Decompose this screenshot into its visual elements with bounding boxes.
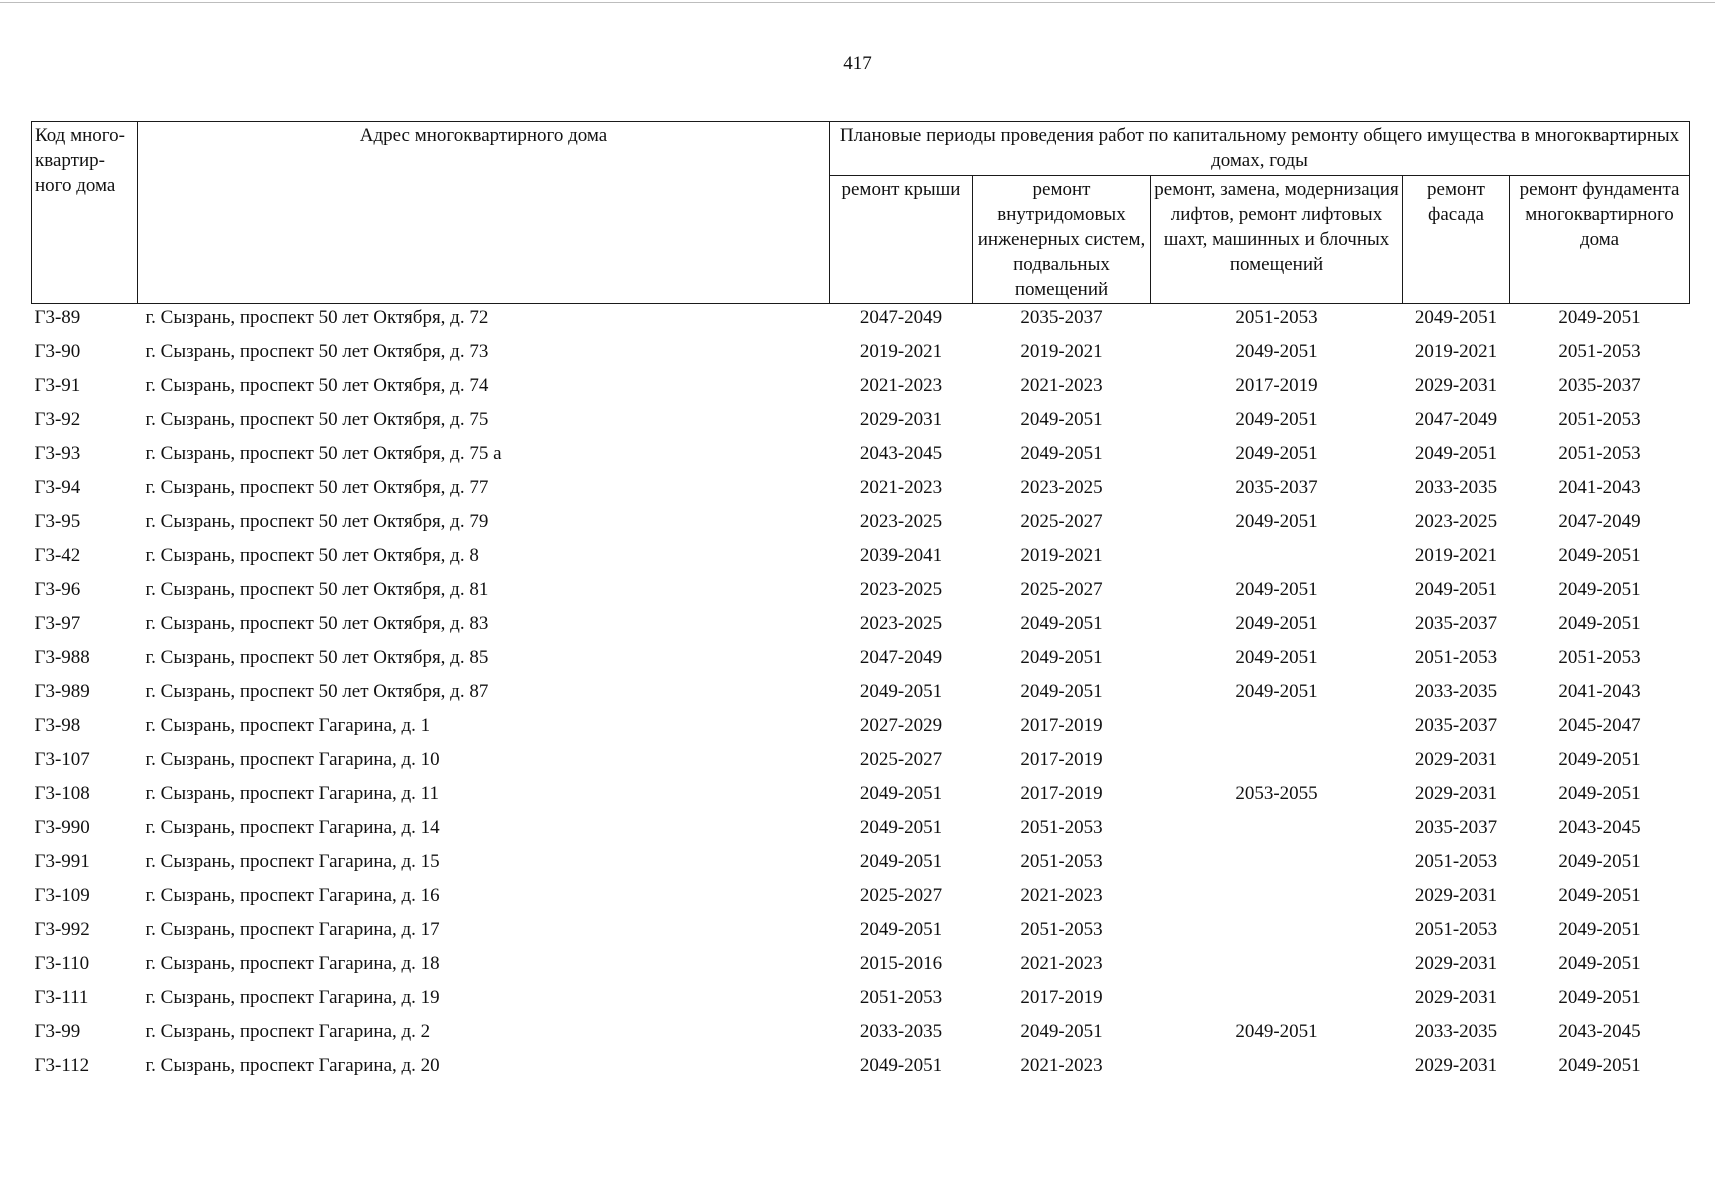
cell-roof: 2049-2051 — [859, 783, 943, 804]
cell-elevators — [1151, 952, 1403, 986]
cell-elevators — [1151, 850, 1403, 884]
cell-facade: 2029-2031 — [1414, 1055, 1498, 1076]
cell-foundation: 2051-2053 — [1558, 647, 1641, 668]
cell-code: Г3-111 — [34, 987, 89, 1008]
cell-code: Г3-94 — [34, 477, 81, 498]
cell-roof: 2049-2051 — [859, 817, 943, 838]
table-row — [32, 408, 1690, 442]
cell-facade: 2029-2031 — [1414, 375, 1498, 396]
header-foundation-repair: ремонт фундамента многоквартирного дома — [1510, 176, 1690, 304]
cell-engineering: 2025-2027 — [1020, 579, 1103, 600]
cell-code: Г3-109 — [34, 885, 90, 906]
cell-engineering: 2021-2023 — [1020, 885, 1103, 906]
cell-code: Г3-95 — [34, 511, 81, 532]
cell-roof: 2049-2051 — [859, 851, 943, 872]
page-top-edge-line — [0, 2, 1715, 3]
cell-elevators: 2049-2051 — [1235, 613, 1318, 634]
cell-code: Г3-93 — [34, 443, 81, 464]
cell-code: Г3-98 — [34, 715, 81, 736]
cell-facade: 2033-2035 — [1414, 1021, 1498, 1042]
header-address: Адрес многоквартирного дома — [138, 122, 830, 304]
cell-foundation: 2049-2051 — [1558, 885, 1641, 906]
cell-roof: 2051-2053 — [859, 987, 943, 1008]
cell-engineering: 2035-2037 — [1020, 307, 1103, 328]
cell-facade: 2047-2049 — [1414, 409, 1498, 430]
cell-foundation: 2049-2051 — [1558, 749, 1641, 770]
cell-roof: 2039-2041 — [859, 545, 943, 566]
cell-code: Г3-107 — [34, 749, 90, 770]
cell-roof: 2049-2051 — [859, 1055, 943, 1076]
cell-engineering: 2049-2051 — [1020, 443, 1103, 464]
cell-facade: 2023-2025 — [1414, 511, 1498, 532]
cell-address: г. Сызрань, проспект 50 лет Октября, д. 72 — [145, 307, 489, 328]
cell-roof: 2049-2051 — [859, 919, 943, 940]
cell-code: Г3-112 — [34, 1055, 90, 1076]
cell-roof: 2021-2023 — [859, 375, 943, 396]
cell-engineering: 2019-2021 — [1020, 341, 1103, 362]
cell-elevators: 2049-2051 — [1235, 1021, 1318, 1042]
page-number: 417 — [843, 53, 872, 74]
cell-address: г. Сызрань, проспект Гагарина, д. 2 — [145, 1021, 431, 1042]
cell-address: г. Сызрань, проспект Гагарина, д. 20 — [145, 1055, 440, 1076]
cell-facade: 2029-2031 — [1414, 953, 1498, 974]
cell-elevators: 2049-2051 — [1235, 443, 1318, 464]
cell-foundation: 2043-2045 — [1558, 817, 1641, 838]
cell-facade: 2035-2037 — [1414, 613, 1498, 634]
cell-roof: 2023-2025 — [859, 613, 943, 634]
cell-elevators — [1151, 714, 1403, 748]
cell-roof: 2029-2031 — [859, 409, 943, 430]
cell-elevators — [1151, 816, 1403, 850]
table-row — [32, 748, 1690, 782]
cell-address: г. Сызрань, проспект 50 лет Октября, д. 8 — [145, 545, 479, 566]
cell-foundation: 2049-2051 — [1558, 987, 1641, 1008]
cell-roof: 2025-2027 — [859, 885, 943, 906]
cell-address: г. Сызрань, проспект Гагарина, д. 17 — [145, 919, 440, 940]
header-planned-periods: Плановые периоды проведения работ по капитальному ремонту общего имущества в многоквартирных домах, годы — [830, 122, 1690, 176]
cell-foundation: 2049-2051 — [1558, 919, 1641, 940]
cell-code: Г3-99 — [34, 1021, 81, 1042]
cell-foundation: 2049-2051 — [1558, 545, 1641, 566]
cell-engineering: 2023-2025 — [1020, 477, 1103, 498]
cell-elevators: 2049-2051 — [1235, 579, 1318, 600]
table-row — [32, 612, 1690, 646]
cell-foundation: 2051-2053 — [1558, 443, 1641, 464]
cell-roof: 2047-2049 — [859, 307, 943, 328]
cell-code: Г3-108 — [34, 783, 90, 804]
cell-elevators — [1151, 748, 1403, 782]
cell-engineering: 2017-2019 — [1020, 715, 1103, 736]
cell-facade: 2029-2031 — [1414, 987, 1498, 1008]
cell-roof: 2043-2045 — [859, 443, 943, 464]
table-row — [32, 986, 1690, 1020]
table-row — [32, 544, 1690, 578]
table-row — [32, 304, 1690, 341]
header-elevator-repair: ремонт, замена, модернизация лифтов, ремонт лифтовых шахт, машинных и блочных помещений — [1151, 176, 1403, 304]
table-row — [32, 578, 1690, 612]
cell-elevators — [1151, 884, 1403, 918]
cell-address: г. Сызрань, проспект 50 лет Октября, д. 75 а — [145, 443, 502, 464]
cell-facade: 2035-2037 — [1414, 715, 1498, 736]
cell-facade: 2035-2037 — [1414, 817, 1498, 838]
cell-facade: 2029-2031 — [1414, 749, 1498, 770]
cell-address: г. Сызрань, проспект 50 лет Октября, д. 74 — [145, 375, 489, 396]
cell-foundation: 2041-2043 — [1558, 681, 1641, 702]
cell-elevators — [1151, 544, 1403, 578]
cell-address: г. Сызрань, проспект 50 лет Октября, д. 83 — [145, 613, 489, 634]
cell-facade: 2033-2035 — [1414, 477, 1498, 498]
cell-engineering: 2049-2051 — [1020, 1021, 1103, 1042]
table-row — [32, 1020, 1690, 1054]
cell-address: г. Сызрань, проспект Гагарина, д. 18 — [145, 953, 440, 974]
cell-elevators — [1151, 1054, 1403, 1088]
cell-address: г. Сызрань, проспект 50 лет Октября, д. 81 — [145, 579, 489, 600]
cell-foundation: 2049-2051 — [1558, 783, 1641, 804]
cell-engineering: 2017-2019 — [1020, 783, 1103, 804]
cell-elevators: 2049-2051 — [1235, 681, 1318, 702]
cell-address: г. Сызрань, проспект 50 лет Октября, д. 79 — [145, 511, 489, 532]
cell-foundation: 2049-2051 — [1558, 851, 1641, 872]
cell-engineering: 2017-2019 — [1020, 987, 1103, 1008]
cell-address: г. Сызрань, проспект Гагарина, д. 16 — [145, 885, 440, 906]
cell-engineering: 2049-2051 — [1020, 613, 1103, 634]
cell-code: Г3-110 — [34, 953, 90, 974]
cell-facade: 2049-2051 — [1414, 307, 1498, 328]
cell-address: г. Сызрань, проспект Гагарина, д. 14 — [145, 817, 440, 838]
cell-elevators: 2049-2051 — [1235, 341, 1318, 362]
cell-address: г. Сызрань, проспект Гагарина, д. 10 — [145, 749, 440, 770]
table-row — [32, 884, 1690, 918]
cell-foundation: 2049-2051 — [1558, 953, 1641, 974]
cell-code: Г3-89 — [34, 307, 81, 328]
cell-foundation: 2049-2051 — [1558, 579, 1641, 600]
cell-facade: 2051-2053 — [1414, 851, 1498, 872]
cell-foundation: 2051-2053 — [1558, 341, 1641, 362]
cell-roof: 2027-2029 — [859, 715, 943, 736]
cell-foundation: 2035-2037 — [1558, 375, 1641, 396]
cell-code: Г3-90 — [34, 341, 81, 362]
cell-roof: 2021-2023 — [859, 477, 943, 498]
cell-code: Г3-92 — [34, 409, 81, 430]
cell-roof: 2047-2049 — [859, 647, 943, 668]
cell-code: Г3-96 — [34, 579, 81, 600]
cell-roof: 2025-2027 — [859, 749, 943, 770]
cell-engineering: 2049-2051 — [1020, 409, 1103, 430]
cell-code: Г3-991 — [34, 851, 90, 872]
header-roof-repair: ремонт крыши — [830, 176, 973, 304]
table-row — [32, 952, 1690, 986]
cell-engineering: 2021-2023 — [1020, 1055, 1103, 1076]
cell-address: г. Сызрань, проспект 50 лет Октября, д. 75 — [145, 409, 489, 430]
header-facade-repair: ремонт фасада — [1403, 176, 1510, 304]
cell-code: Г3-992 — [34, 919, 90, 940]
cell-engineering: 2021-2023 — [1020, 953, 1103, 974]
header-building-code: Код много-квартир-ного дома — [32, 122, 138, 304]
cell-elevators — [1151, 918, 1403, 952]
cell-foundation: 2051-2053 — [1558, 409, 1641, 430]
cell-facade: 2033-2035 — [1414, 681, 1498, 702]
cell-engineering: 2021-2023 — [1020, 375, 1103, 396]
cell-foundation: 2041-2043 — [1558, 477, 1641, 498]
table-row — [32, 442, 1690, 476]
cell-elevators: 2049-2051 — [1235, 647, 1318, 668]
cell-address: г. Сызрань, проспект 50 лет Октября, д. 87 — [145, 681, 489, 702]
cell-engineering: 2017-2019 — [1020, 749, 1103, 770]
cell-elevators: 2053-2055 — [1235, 783, 1318, 804]
cell-roof: 2049-2051 — [859, 681, 943, 702]
table-row — [32, 476, 1690, 510]
table-row — [32, 816, 1690, 850]
cell-facade: 2049-2051 — [1414, 579, 1498, 600]
cell-roof: 2015-2016 — [859, 953, 943, 974]
cell-engineering: 2051-2053 — [1020, 919, 1103, 940]
cell-address: г. Сызрань, проспект 50 лет Октября, д. 73 — [145, 341, 489, 362]
cell-elevators: 2049-2051 — [1235, 409, 1318, 430]
cell-address: г. Сызрань, проспект Гагарина, д. 11 — [145, 783, 439, 804]
cell-engineering: 2051-2053 — [1020, 817, 1103, 838]
cell-elevators — [1151, 986, 1403, 1020]
cell-code: Г3-91 — [34, 375, 81, 396]
cell-code: Г3-42 — [34, 545, 81, 566]
cell-code: Г3-990 — [34, 817, 90, 838]
cell-roof: 2019-2021 — [859, 341, 943, 362]
cell-facade: 2019-2021 — [1414, 545, 1498, 566]
cell-foundation: 2047-2049 — [1558, 511, 1641, 532]
cell-elevators: 2051-2053 — [1235, 307, 1318, 328]
table-row — [32, 374, 1690, 408]
table-row — [32, 680, 1690, 714]
table-row — [32, 850, 1690, 884]
cell-foundation: 2045-2047 — [1558, 715, 1641, 736]
cell-elevators: 2035-2037 — [1235, 477, 1318, 498]
cell-facade: 2049-2051 — [1414, 443, 1498, 464]
cell-roof: 2023-2025 — [859, 579, 943, 600]
cell-foundation: 2049-2051 — [1558, 307, 1641, 328]
cell-code: Г3-97 — [34, 613, 81, 634]
cell-elevators: 2017-2019 — [1235, 375, 1318, 396]
table-body — [32, 304, 1690, 1089]
cell-engineering: 2025-2027 — [1020, 511, 1103, 532]
cell-address: г. Сызрань, проспект 50 лет Октября, д. 85 — [145, 647, 489, 668]
cell-foundation: 2049-2051 — [1558, 613, 1641, 634]
table-row — [32, 1054, 1690, 1088]
cell-facade: 2051-2053 — [1414, 919, 1498, 940]
cell-engineering: 2019-2021 — [1020, 545, 1103, 566]
capital-repair-schedule-table — [31, 121, 1690, 1088]
table-row — [32, 918, 1690, 952]
cell-engineering: 2051-2053 — [1020, 851, 1103, 872]
cell-engineering: 2049-2051 — [1020, 647, 1103, 668]
cell-foundation: 2049-2051 — [1558, 1055, 1641, 1076]
table-row — [32, 340, 1690, 374]
cell-elevators: 2049-2051 — [1235, 511, 1318, 532]
table-row — [32, 714, 1690, 748]
cell-facade: 2029-2031 — [1414, 783, 1498, 804]
table-row — [32, 510, 1690, 544]
cell-address: г. Сызрань, проспект Гагарина, д. 19 — [145, 987, 440, 1008]
cell-facade: 2019-2021 — [1414, 341, 1498, 362]
cell-roof: 2033-2035 — [859, 1021, 943, 1042]
header-engineering-systems-repair: ремонт внутридомовых инженерных систем, подвальных помещений — [973, 176, 1151, 304]
cell-facade: 2029-2031 — [1414, 885, 1498, 906]
cell-roof: 2023-2025 — [859, 511, 943, 532]
cell-code: Г3-988 — [34, 647, 90, 668]
cell-address: г. Сызрань, проспект Гагарина, д. 15 — [145, 851, 440, 872]
cell-address: г. Сызрань, проспект 50 лет Октября, д. 77 — [145, 477, 489, 498]
cell-facade: 2051-2053 — [1414, 647, 1498, 668]
table-row — [32, 646, 1690, 680]
cell-address: г. Сызрань, проспект Гагарина, д. 1 — [145, 715, 431, 736]
cell-engineering: 2049-2051 — [1020, 681, 1103, 702]
cell-foundation: 2043-2045 — [1558, 1021, 1641, 1042]
table-row — [32, 782, 1690, 816]
cell-code: Г3-989 — [34, 681, 90, 702]
